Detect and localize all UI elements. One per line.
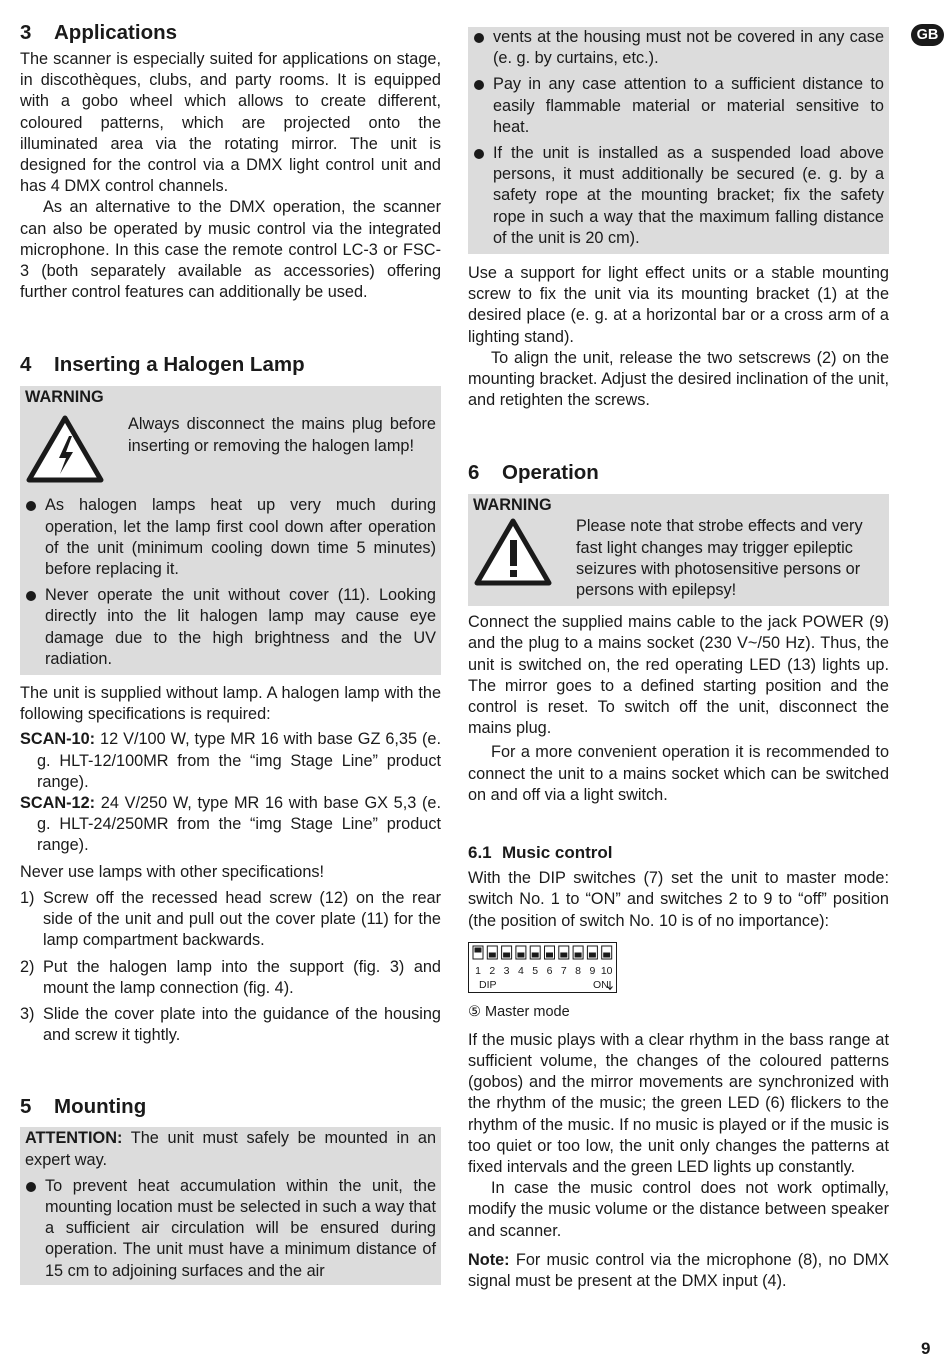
dip-switch-lever — [532, 952, 539, 957]
dip-switch-number: 6 — [546, 964, 553, 977]
warning-text: Always disconnect the mains plug before inserting or removing the halogen lamp! — [128, 415, 436, 455]
dip-switch-number: 9 — [589, 964, 596, 977]
dip-switch-lever — [475, 947, 482, 952]
dip-switch-lever — [517, 952, 524, 957]
dip-switch-number: 1 — [475, 964, 481, 977]
dip-switch-lever — [589, 952, 596, 957]
paragraph: If the music plays with a clear rhythm in the bass range at sufficient volume, the changes of the coloured patterns (gobos) and the mirror movements are synchronized with the rhythm of the music; the green LED (6) flickers to the rhythm of the music. If no music is played or if the music is too quiet or too low, the unit only changes the patterns at fixed intervals and the green LED lights up constantly. — [468, 1030, 889, 1176]
figure-caption: ⑤ Master mode — [468, 1003, 570, 1020]
dip-switch-lever — [546, 952, 553, 957]
list-item: 3) Slide the cover plate into the guidance of the housing and screw it tightly. — [20, 1004, 441, 1045]
exclamation-warning-icon — [473, 516, 576, 601]
list-item: As halogen lamps heat up very much during operation, let the lamp first cool down after operation of the unit (minimum cooling down time 5 minutes) before replacing it. — [25, 495, 436, 580]
attention-box-continued — [468, 27, 889, 254]
paragraph: With the DIP switches (7) set the unit to master mode: switch No. 1 to “ON” and switches 2 to 9 to “off” position (the position of switch No. 10 is of no importance): — [468, 869, 889, 930]
dip-switch-lever — [489, 952, 496, 957]
section-3-heading: 3 Applications — [20, 21, 178, 44]
warning-box — [468, 494, 889, 606]
list-item: 2) Put the halogen lamp into the support (fig. 3) and mount the lamp connection (fig. 4). — [20, 957, 441, 997]
section-5-heading: 5 Mounting — [20, 1095, 147, 1119]
list-item: To prevent heat accumulation within the unit, the mounting location must be selected in such a way that a sufficient air circulation will be ensured during operation. The unit must have a minimum distance of 15 cm to adjoining surfaces and the air — [25, 1176, 436, 1282]
dip-switch-number: 2 — [489, 964, 496, 977]
warning-label: WARNING — [25, 388, 104, 407]
dip-switch-lever — [560, 952, 567, 957]
list-item: 1) Screw off the recessed head screw (12) on the rear side of the unit and pull out the cover plate (11) for the lamp compartment backwards. — [20, 888, 441, 950]
right-column — [468, 27, 889, 1292]
language-badge: GB — [911, 24, 944, 46]
warning-label: WARNING — [473, 496, 552, 515]
list-item-continued: vents at the housing must not be covered in any case (e. g. by curtains, etc.). — [473, 27, 884, 69]
dip-switch-number: 8 — [575, 964, 582, 977]
dip-switch-diagram-svg — [468, 942, 618, 994]
electric-hazard-icon — [25, 414, 128, 489]
dip-on-label: ON — [593, 978, 609, 991]
dip-switch-diagram — [468, 942, 889, 999]
spec-scan-12: SCAN-12: 24 V/250 W, type MR 16 with base GX 5,3 (e. g. HLT-24/250MR from the “img Stage Line” product range). — [20, 794, 441, 855]
paragraph: The unit is supplied without lamp. A halogen lamp with the following specifications is required: — [20, 684, 441, 724]
page-number: 9 — [921, 1339, 931, 1358]
list-item: If the unit is installed as a suspended load above persons, it must additionally be secured (e. g. by a safety rope at the mounting bracket; fix the safety rope in such a way that the maximum falling distance of the unit is 20 cm). — [473, 143, 884, 249]
dip-switch-lever — [503, 952, 510, 957]
section-3-paragraph: The scanner is especially suited for applications on stage, in discothèques, clubs, and party rooms. It is equipped with a gobo wheel which allows to create different, coloured patterns, which are projected onto the illuminated area via the rotating mirror. The unit is designed for the control via a DMX light control unit and has 4 DMX control channels. — [20, 50, 441, 196]
section-3-paragraph: As an alternative to the DMX operation, the scanner can also be operated by music control via the integrated microphone. In this case the remote control LC-3 or FSC-3 (both separately available as accessories) offering further control features can additionally be used. — [20, 198, 441, 302]
list-item: Never operate the unit without cover (11). Looking directly into the lit halogen lamp may cause eye damage due to the high brightness and the UV radiation. — [25, 585, 436, 670]
section-4-heading: 4 Inserting a Halogen Lamp — [20, 353, 305, 377]
dip-label: DIP — [479, 978, 497, 991]
dip-switch-number: 3 — [503, 964, 510, 977]
attention-text: ATTENTION: The unit must safely be mounted in an expert way. — [25, 1129, 436, 1169]
dip-switch-number: 10 — [600, 964, 613, 977]
paragraph: For a more convenient operation it is recommended to connect the unit to a mains socket which can be switched on and off via a light switch. — [468, 743, 889, 804]
paragraph: To align the unit, release the two setscrews (2) on the mounting bracket. Adjust the desired inclination of the unit, and retighten the screws. — [468, 348, 889, 410]
dip-switch-lever — [575, 952, 582, 957]
warning-text: Please note that strobe effects and very fast light changes may trigger epileptic seizures with photosensitive persons or persons with epilepsy! — [576, 517, 863, 600]
dip-switch-lever — [603, 952, 610, 957]
dip-switch-number: 5 — [532, 964, 539, 977]
warning-box — [20, 386, 441, 675]
subsection-6-1-heading: 6.1 Music control — [468, 843, 613, 863]
paragraph: Never use lamps with other specifications! — [20, 862, 325, 881]
section-6-heading: 6 Operation — [468, 461, 599, 485]
attention-box — [20, 1127, 441, 1284]
dip-switch-number: 4 — [517, 964, 524, 977]
paragraph: Use a support for light effect units or a stable mounting screw to fix the unit via its mounting bracket (1) at the desired place (e. g. at a horizontal bar or a cross arm of a lighting stand). — [468, 264, 889, 346]
spec-scan-10: SCAN-10: 12 V/100 W, type MR 16 with base GZ 6,35 (e. g. HLT-12/100MR from the “img Stage Line” product range). — [20, 730, 441, 791]
note-paragraph: Note: For music control via the microphone (8), no DMX signal must be present at the DMX input (4). — [468, 1250, 889, 1290]
paragraph: In case the music control does not work optimally, modify the music volume or the distance between speaker and scanner. — [468, 1179, 889, 1240]
paragraph: Connect the supplied mains cable to the jack POWER (9) and the plug to a mains socket (230 V~/50 Hz). Thus, the unit is switched on, the red operating LED (13) lights up. The mirror goes to a defined starting position and the control is reset. To switch off the unit, disconnect the mains plug. — [468, 613, 889, 738]
list-item: Pay in any case attention to a sufficient distance to easily flammable material or material sensitive to heat. — [473, 74, 884, 138]
left-column — [20, 20, 441, 1285]
dip-switch-number: 7 — [560, 964, 567, 977]
